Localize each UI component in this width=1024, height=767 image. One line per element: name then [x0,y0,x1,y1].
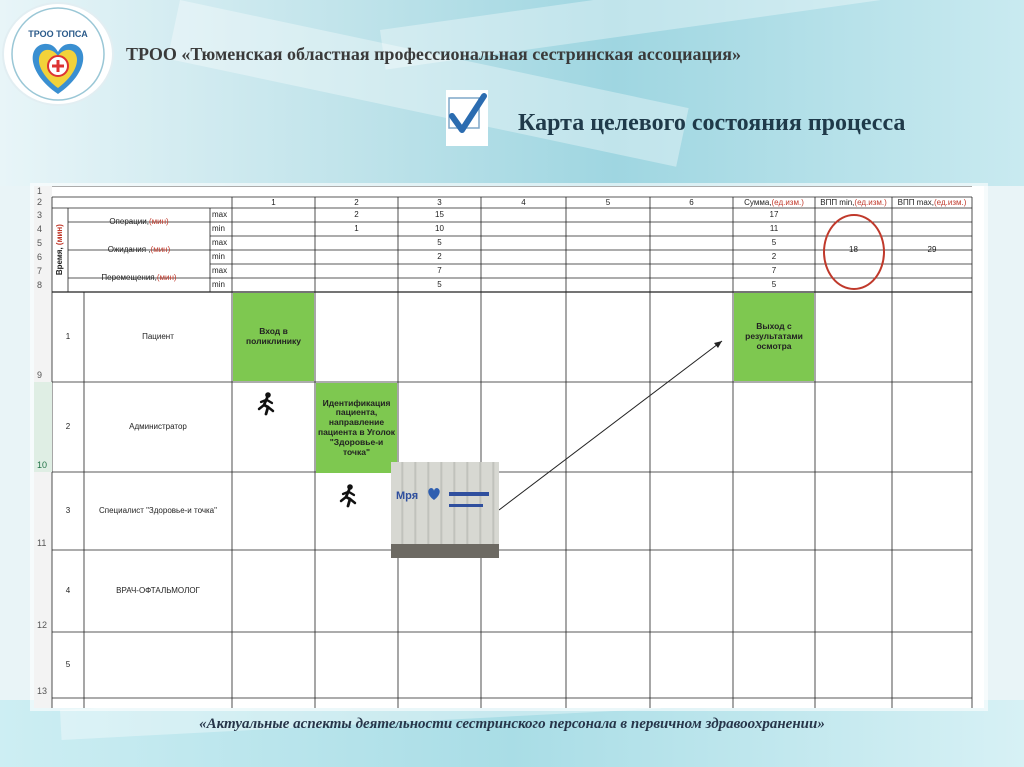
vpp-max-value: 29 [927,245,937,255]
row-number: 7 [37,265,43,276]
metric-sum: 5 [771,238,777,248]
metric-label [68,264,210,292]
sum-header [733,197,815,208]
metric-value [566,250,650,264]
metric-value [315,264,398,278]
column-header: 2 [354,197,359,207]
metric-sum: 17 [769,210,779,220]
metric-value: 2 [354,210,359,220]
bound-label: min [212,252,225,262]
checkmark-icon [446,90,488,146]
metric-unit: (мин) [156,273,177,283]
swimlane-role: ВРАЧ-ОФТАЛЬМОЛОГ [116,586,200,596]
row-number: 5 [37,237,43,248]
row-number: 3 [37,209,43,220]
column-header: 5 [605,197,611,207]
vpp-max-unit: (ед.изм.) [934,197,967,207]
swimlane-role: Специалист "Здоровье-и точка" [99,506,217,516]
metric-value: 7 [437,266,442,276]
metric-value [650,208,733,222]
metric-value [566,236,650,250]
metric-value [481,208,566,222]
metric-value: 5 [437,280,442,290]
metric-value [315,278,398,292]
bound-label: max [212,266,228,276]
row-number: 12 [37,619,48,630]
sum-label: Сумма, [744,197,772,207]
heart-icon [425,484,443,502]
metric-unit: (мин) [150,245,171,255]
time-axis-label [52,208,68,292]
metric-value [315,250,398,264]
swimlane-number: 2 [65,422,71,432]
running-person-icon [256,392,276,416]
metric-name: Перемещения, [101,273,157,283]
metric-value [232,208,315,222]
vpp-max-label: ВПП max, [897,197,935,207]
metric-value [650,264,733,278]
vpp-min-circle [823,214,885,290]
logo-text: ТРОО ТОПСА [28,29,88,39]
metric-value [566,264,650,278]
sum-unit: (ед.изм.) [771,197,804,207]
time-label [55,224,64,275]
metric-sum: 7 [771,266,777,276]
footer-caption: «Актуальные аспекты деятельности сестринского персонала в первичном здравоохранении» [199,716,825,732]
metric-label [68,236,210,264]
photo-sign-line [449,492,489,496]
row-number: 9 [37,369,43,380]
photo-text: Мря [396,490,419,502]
slide-title: Карта целевого состояния процесса [518,110,906,136]
metric-value [232,236,315,250]
row-number: 8 [37,279,43,290]
vpp-min-label: ВПП min, [820,197,855,207]
flow-arrow [499,341,722,510]
metric-name: Ожидания , [107,245,151,255]
running-person-icon [338,484,358,508]
metric-value [232,222,315,236]
metric-name: Операции, [109,217,149,227]
swimlane-role: Администратор [129,422,187,432]
metric-value [566,208,650,222]
metric-value [481,278,566,292]
metric-value [232,278,315,292]
bound-label: min [212,224,225,234]
row-number: 4 [37,223,43,234]
row-number: 11 [37,537,47,548]
metric-sum: 5 [771,280,777,290]
column-header: 3 [437,197,442,207]
step-entry: Вход в поликлинику [233,293,314,381]
bound-label: max [212,210,228,220]
time-unit: (мин) [55,224,65,246]
column-header: 4 [521,197,526,207]
metric-sum: 2 [771,252,777,262]
metric-value: 1 [354,224,359,234]
metric-label [68,208,210,236]
vpp-max-header [892,197,972,208]
metric-value [481,222,566,236]
metric-value: 5 [437,238,442,248]
column-header: 1 [271,197,276,207]
metric-value [566,278,650,292]
row-number: 1 [37,186,43,197]
row-number: 10 [34,382,52,472]
metric-value: 10 [435,224,444,234]
row-number: 2 [37,197,43,208]
association-logo [4,4,112,104]
metric-value [650,236,733,250]
metric-value [232,264,315,278]
metric-value [650,250,733,264]
metric-value [650,222,733,236]
step-exit: Выход с результатами осмотра [734,293,814,381]
vpp-min-header [815,197,892,208]
metric-unit: (мин) [148,217,169,227]
time-label-text: Время, [55,245,65,276]
photo-sign-line [449,504,483,507]
bound-label: min [212,280,225,290]
metric-value [315,236,398,250]
swimlane-number: 1 [65,332,71,342]
row-number: 6 [37,251,43,262]
row-number: 13 [37,685,48,696]
swimlane-role: Пациент [142,332,174,342]
metric-sum: 11 [769,224,779,234]
swimlane-number: 5 [65,660,71,670]
step-identification: Идентификация пациента, направление пациента в Уголок "Здоровье-и точка" [316,383,397,473]
corner-photo [391,462,499,558]
swimlane-number: 3 [65,506,71,516]
bound-label: max [212,238,228,248]
metric-value [481,250,566,264]
vpp-min-value: 18 [815,208,892,292]
metric-value: 2 [437,252,442,262]
swimlane-role [84,632,232,698]
metric-value [481,264,566,278]
vpp-min-unit: (ед.изм.) [854,197,887,207]
metric-value [650,278,733,292]
metric-value [481,236,566,250]
process-map-sheet [34,186,984,708]
column-header: 6 [689,197,694,207]
swimlane-number: 4 [65,586,71,596]
metric-value: 15 [435,210,444,220]
metric-value [232,250,315,264]
metric-value [566,222,650,236]
organization-title: ТРОО «Тюменская областная профессиональная сестринская ассоциация» [126,44,741,64]
